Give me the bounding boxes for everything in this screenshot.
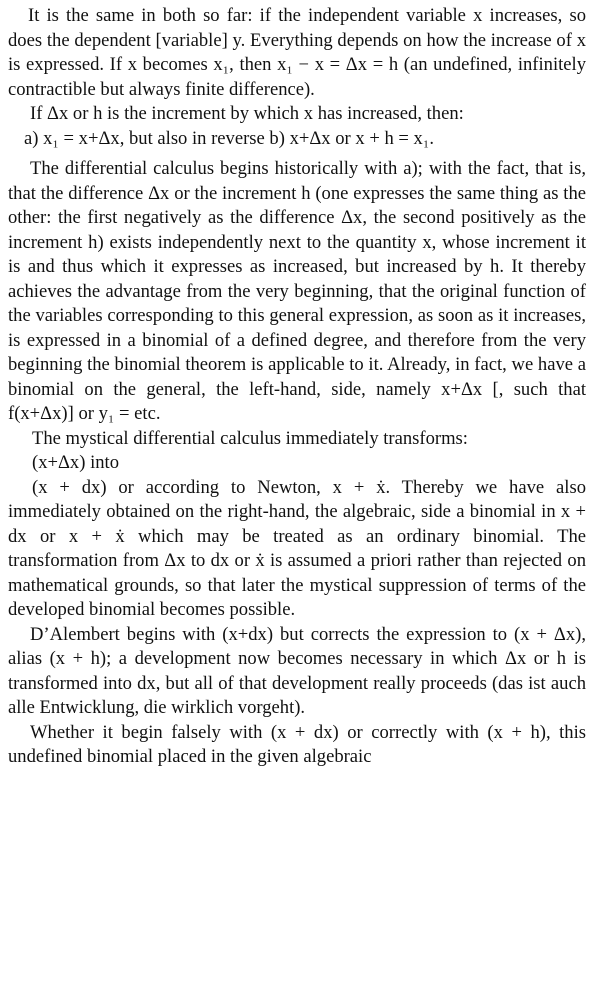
document-page <box>8 0 586 990</box>
equation-line-ab: a) x₁ = x+Δx, but also in reverse b) x+Δx or x + h = x₁. <box>24 127 434 149</box>
paragraph-6: D’Alembert begins with (x+dx) but corrects the expression to (x + Δx), alias (x + h); a development now becomes necessary in which Δx or h is transformed into dx, but all of that development really proceeds (das ist auch alle Entwicklung, die wirklich vorgeht). <box>8 623 586 718</box>
paragraph-3: The differential calculus begins historically with a); with the fact, that is, that the difference Δx or the increment h (one expresses the same thing as the other: the first negatively as the difference Δx, the second positively as the increment h) exists independently next to the quantity x, whose increment it is and thus which it expresses as increased, but increased by h. It thereby achieves the advantage from the very beginning, that the original function of the variables corresponding to this general expression, as soon as it increases, is expressed in a binomial of a defined degree, and therefore from the very beginning the binomial theorem is applicable to it. Already, in fact, we have a binomial on the general, the left-hand, side, namely x+Δx [, such that f(x+Δx)] or y₁ = etc. <box>8 158 586 424</box>
paragraph-5: (x + dx) or according to Newton, x + ẋ. Thereby we have also immediately obtained on the right-hand, the algebraic, side a binomial in x + dx or x + ẋ which may be treated as an ordinary binomial. The transformation from Δx to dx or ẋ is assumed a priori rather than rejected on mathematical grounds, so that later the mystical suppression of terms of the developed binomial becomes possible. <box>8 476 586 620</box>
paragraph-1: It is the same in both so far: if the independent variable x increases, so does the dependent [variable] y. Everything depends on how the increase of x is expressed. If x becomes x₁, then x₁ − x = Δx = h (an undefined, infinitely contractible but always finite difference). <box>8 5 586 100</box>
paragraph-7: Whether it begin falsely with (x + dx) or correctly with (x + h), this undefined binomial placed in the given algebraic <box>8 721 586 767</box>
expression-line: (x+Δx) into <box>32 452 119 473</box>
paragraph-4: The mystical differential calculus immediately transforms: <box>32 427 468 449</box>
paragraph-2: If Δx or h is the increment by which x has increased, then: <box>30 103 464 124</box>
